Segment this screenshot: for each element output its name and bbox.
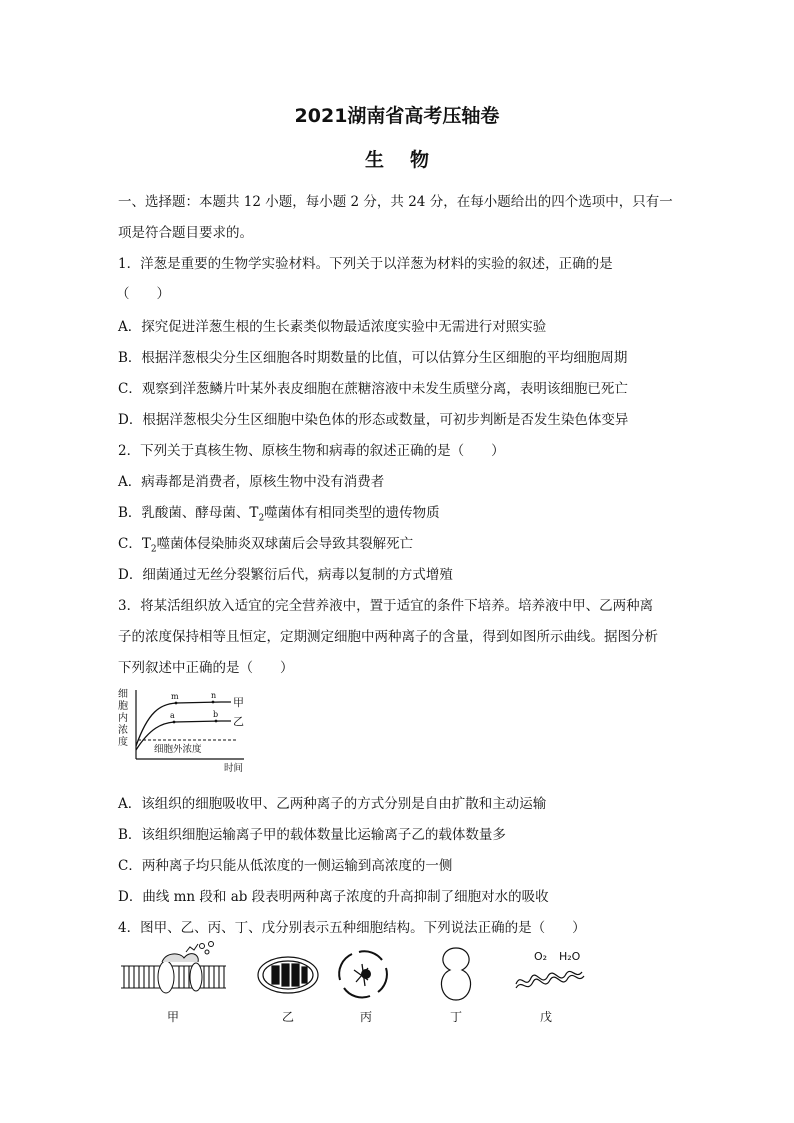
- q2-option-d: D．细菌通过无丝分裂繁衍后代，病毒以复制的方式增殖: [118, 567, 453, 583]
- fig-point-a: [173, 721, 176, 724]
- exam-title: 2021湖南省高考压轴卷: [294, 105, 500, 127]
- q3-stem-line3: 下列叙述中正确的是（ ）: [118, 660, 294, 676]
- q3-option-d: D．曲线 mn 段和 ab 段表明两种离子浓度的升高抑制了细胞对水的吸收: [118, 889, 549, 905]
- q3-option-c: C．两种离子均只能从低浓度的一侧运输到高浓度的一侧: [118, 858, 453, 874]
- fig-label-n: n: [211, 691, 217, 700]
- ion-concentration-figure: [116, 686, 256, 776]
- structure-label-ding: 丁: [450, 1010, 463, 1024]
- structure-yi-chloroplast: [258, 957, 318, 993]
- structure-bing-nucleus: [339, 951, 387, 997]
- q1-option-c: C．观察到洋葱鳞片叶某外表皮细胞在蔗糖溶液中未发生质壁分离，表明该细胞已死亡: [118, 381, 628, 397]
- fig-dashed-label: 细胞外浓度: [154, 744, 202, 755]
- cell-structures-figure: [116, 940, 596, 1030]
- fig-ylabel-char: 内: [118, 713, 128, 724]
- q3-stem-line1: 3．将某活组织放入适宜的完全营养液中，置于适宜的条件下培养。培养液中甲、乙两种离: [118, 598, 654, 614]
- q2-option-c: C．$T_2$噬菌体侵染肺炎双球菌后会导致其裂解死亡: [118, 536, 414, 555]
- q1-option-a: A．探究促进洋葱生根的生长素类似物最适浓度实验中无需进行对照实验: [118, 319, 547, 335]
- fig-point-b: [215, 720, 218, 723]
- q1-stem: 1．洋葱是重要的生物学实验材料。下列关于以洋葱为材料的实验的叙述，正确的是: [118, 256, 613, 272]
- q1-answer-paren: （ ）: [116, 286, 170, 302]
- fig-label-b: b: [213, 710, 219, 719]
- fig-series-jia: 甲: [233, 696, 244, 709]
- q3-stem-line2: 子的浓度保持相等且恒定，定期测定细胞中两种离子的含量，得到如图所示曲线。据图分析: [118, 629, 658, 645]
- structure-label-wu: 戊: [540, 1010, 553, 1024]
- fig-ylabel-char: 细: [118, 689, 128, 700]
- structure-jia-membrane: [121, 942, 226, 994]
- q2-option-a: A．病毒都是消费者，原核生物中没有消费者: [118, 474, 385, 490]
- structure-label-yi: 乙: [282, 1010, 295, 1024]
- structure-label-jia: 甲: [167, 1010, 180, 1024]
- q4-stem: 4．图甲、乙、丙、丁、戊分别表示五种细胞结构。下列说法正确的是（ ）: [118, 920, 586, 936]
- fig-curve-jia: [136, 702, 231, 746]
- q3-option-b: B．该组织细胞运输离子甲的载体数量比运输离子乙的载体数量多: [118, 827, 506, 843]
- section-instructions-line2: 项是符合题目要求的。: [118, 225, 253, 241]
- structure-label-bing: 丙: [360, 1010, 373, 1024]
- subject-title: 生物: [364, 149, 455, 171]
- structure-wu-h2o: H₂O: [559, 950, 581, 963]
- fig-ylabel-char: 度: [118, 737, 128, 748]
- structure-ding: [441, 948, 470, 1000]
- fig-series-yi: 乙: [233, 715, 244, 728]
- fig-point-n: [212, 701, 215, 704]
- fig-ylabel-char: 浓: [118, 725, 128, 736]
- structure-wu-inner-membrane: [516, 971, 584, 988]
- q2-stem: 2．下列关于真核生物、原核生物和病毒的叙述正确的是（ ）: [118, 443, 505, 459]
- fig-label-a: a: [170, 711, 175, 720]
- fig-ylabel-char: 胞: [118, 701, 128, 712]
- fig-point-m: [175, 702, 178, 705]
- q2-option-b: B．乳酸菌、酵母菌、$T_2$噬菌体有相同类型的遗传物质: [118, 505, 440, 524]
- structure-wu-o2: O₂: [534, 950, 548, 963]
- fig-x-label: 时间: [224, 763, 244, 774]
- fig-label-m: m: [171, 692, 179, 701]
- q3-option-a: A．该组织的细胞吸收甲、乙两种离子的方式分别是自由扩散和主动运输: [118, 796, 547, 812]
- q1-option-d: D．根据洋葱根尖分生区细胞中染色体的形态或数量，可初步判断是否发生染色体变异: [118, 412, 629, 428]
- section-instructions-line1: 一、选择题：本题共 12 小题，每小题 2 分，共 24 分，在每小题给出的四个选项中，只有一: [118, 194, 673, 210]
- q1-option-b: B．根据洋葱根尖分生区细胞各时期数量的比值，可以估算分生区细胞的平均细胞周期: [118, 350, 628, 366]
